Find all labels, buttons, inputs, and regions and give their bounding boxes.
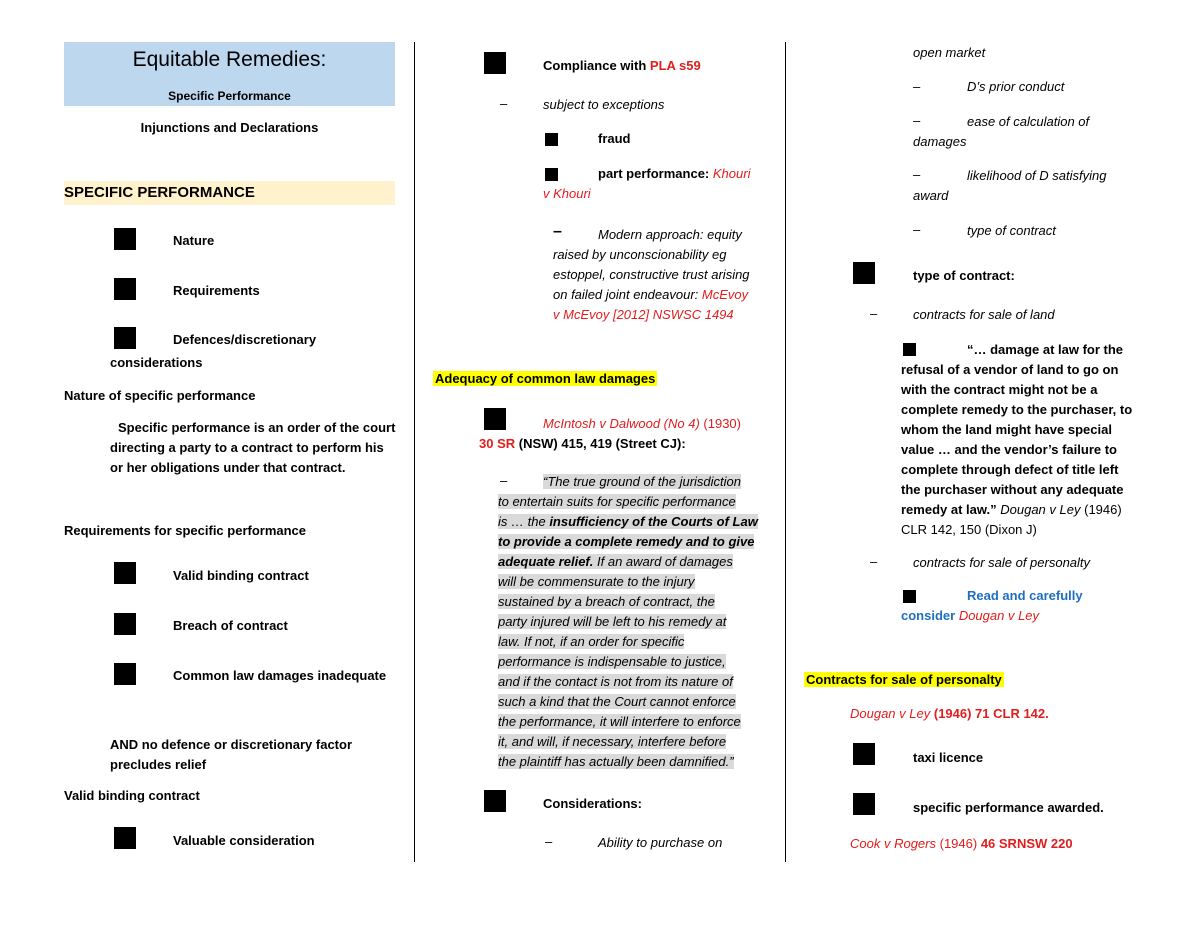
bullet-square-icon	[853, 262, 875, 284]
req-item-breach: Breach of contract	[173, 618, 288, 633]
personalty-heading: Contracts for sale of personalty	[806, 672, 1002, 687]
street-cj-quote: “The true ground of the jurisdiction to entertain suits for specific performance is … the insufficiency of the Courts of Law to provide a complete remedy and to give adequate relief. If an award of damages will be commensurate to the injury sustained by a breach of contract, the party injured will be left to his remedy at law. If not, if an order for specific performance is indispensable to justice, and if the contact is not from its nature of such a kind that the Court cannot enforce the performance, it will interfere to enforce it, and will, if necessary, interfere before the plaintiff has actually been damnified.”	[498, 474, 758, 769]
considerations-heading: Considerations:	[543, 796, 642, 811]
req-item-damages: Common law damages inadequate	[173, 668, 387, 683]
mcevoy-case: McEvoy	[701, 287, 749, 302]
exception-part-performance: part performance: Khouri v Khouri	[543, 166, 751, 201]
dash-marker: –	[545, 834, 553, 849]
read-consider-note: Read and carefully consider Dougan v Ley	[901, 588, 1083, 623]
modern-approach-text: Modern approach: equity raised by unconscionability eg estoppel, constructive trust arising on failed joint endeavour: McEvoy v McEvoy [2012] NSWSC 1494	[553, 227, 750, 322]
dash-marker: –	[913, 79, 921, 94]
column-divider-1	[414, 42, 415, 862]
valid-contract-heading: Valid binding contract	[64, 788, 200, 803]
req-item-valid: Valid binding contract	[173, 568, 309, 583]
ease-of-calculation: ease of calculation of damages	[913, 114, 1090, 149]
dash-marker: –	[870, 306, 878, 321]
nature-text: Specific performance is an order of the court directing a party to a contract to perform his or her obligations under that contract.	[110, 420, 396, 475]
bullet-square-icon	[545, 133, 558, 146]
dash-marker: –	[553, 223, 562, 240]
dixon-quote: “… damage at law for the refusal of a vendor of land to go on with the contract might not be a complete remedy to the purchaser, to whom the land might have special value … and the vendor’s failure to complete through defect of title left the purchaser without any adequate remedy at law.” Dougan v Ley (1946) CLR 142, 150 (Dixon J)	[901, 342, 1133, 537]
open-market: open market	[913, 45, 986, 60]
type-of-contract-item: type of contract	[967, 223, 1056, 238]
contracts-sale-land: contracts for sale of land	[913, 307, 1055, 322]
contracts-sale-personalty: contracts for sale of personalty	[913, 555, 1091, 570]
dougan-link: Dougan v Ley	[958, 608, 1040, 623]
bullet-square-icon	[853, 743, 875, 765]
nature-heading: Nature of specific performance	[64, 388, 256, 403]
dash-marker: –	[500, 96, 508, 111]
dash-marker: –	[913, 222, 921, 237]
page-title: Equitable Remedies:	[132, 48, 327, 71]
sp-awarded: specific performance awarded.	[913, 800, 1104, 815]
pla-reference: PLA s59	[649, 58, 701, 73]
toc-item-requirements: Requirements	[173, 283, 260, 298]
dash-marker: –	[500, 473, 508, 488]
taxi-licence: taxi licence	[913, 750, 984, 765]
bullet-square-icon	[853, 793, 875, 815]
bullet-square-icon	[114, 327, 136, 349]
subject-to-exceptions: subject to exceptions	[543, 97, 665, 112]
khouri-case: Khouri	[712, 166, 751, 181]
ability-to-purchase: Ability to purchase on	[598, 835, 723, 850]
toc-item-defences: Defences/discretionary	[173, 332, 317, 347]
cook-citation: Cook v Rogers (1946) 46 SRNSW 220	[850, 836, 1073, 851]
adequacy-heading: Adequacy of common law damages	[435, 371, 656, 386]
likelihood-satisfying: likelihood of D satisfying award	[913, 168, 1107, 203]
dash-marker: –	[870, 554, 878, 569]
compliance-line: Compliance with PLA s59	[543, 58, 701, 73]
bullet-square-icon	[114, 827, 136, 849]
toc-item-nature: Nature	[173, 233, 215, 248]
column-divider-2	[785, 42, 786, 862]
toc-item-defences-cont: considerations	[110, 355, 203, 370]
mcintosh-citation: McIntosh v Dalwood (No 4) (1930) 30 SR (NSW) 415, 419 (Street CJ):	[479, 416, 741, 451]
dash-marker: –	[913, 167, 921, 182]
dougan-citation: Dougan v Ley (1946) 71 CLR 142.	[850, 706, 1049, 721]
bullet-square-icon	[114, 278, 136, 300]
and-no-defence-text: AND no defence or discretionary factor precludes relief	[110, 737, 352, 772]
mcintosh-case: McIntosh v Dalwood (No 4)	[543, 416, 700, 431]
bullet-square-icon	[114, 562, 136, 584]
section-heading: SPECIFIC PERFORMANCE	[64, 184, 255, 201]
d-prior-conduct: D’s prior conduct	[967, 79, 1065, 94]
type-of-contract-heading: type of contract:	[913, 268, 1015, 283]
bullet-square-icon	[114, 228, 136, 250]
requirements-heading: Requirements for specific performance	[64, 523, 307, 538]
dash-marker: –	[913, 113, 921, 128]
bullet-square-icon	[114, 663, 136, 685]
exception-fraud: fraud	[598, 131, 631, 146]
valuable-consideration: Valuable consideration	[173, 833, 315, 848]
subtitle-specific-performance: Specific Performance	[168, 89, 291, 103]
bullet-square-icon	[484, 52, 506, 74]
subtitle-injunctions: Injunctions and Declarations	[140, 120, 319, 135]
bullet-square-icon	[484, 790, 506, 812]
bullet-square-icon	[114, 613, 136, 635]
